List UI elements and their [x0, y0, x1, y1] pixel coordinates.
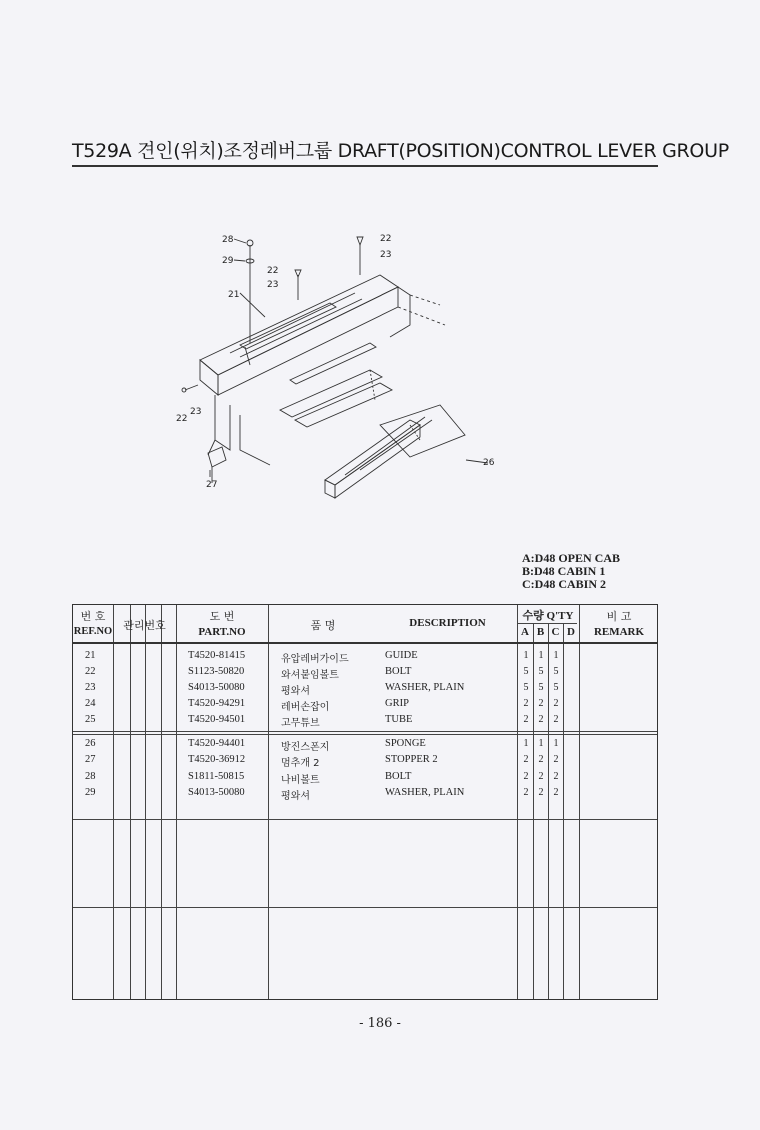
model-legend	[522, 552, 620, 591]
callout-27: 27	[206, 480, 218, 490]
row-name-ko: 와셔붙임볼트	[281, 670, 339, 681]
row-description: BOLT	[385, 771, 412, 782]
header-description: DESCRIPTION	[409, 617, 486, 629]
callout-23-right: 23	[380, 250, 392, 260]
row-part-no: S1123-50820	[188, 666, 245, 677]
row-part-no: T4520-94501	[188, 714, 246, 725]
row-part-no: S1811-50815	[188, 771, 245, 782]
callout-21: 21	[228, 290, 240, 300]
row-qty-c: 2	[553, 771, 559, 782]
row-part-no: T4520-94401	[188, 738, 246, 749]
row-part-no: T4520-36912	[188, 754, 246, 765]
row-description: TUBE	[385, 714, 413, 725]
row-qty-a: 1	[523, 738, 529, 749]
row-qty-a: 5	[523, 666, 529, 677]
row-name-ko: 평와셔	[281, 686, 310, 697]
row-ref: 29	[85, 787, 96, 798]
row-ref: 24	[85, 698, 96, 709]
row-part-no: T4520-94291	[188, 698, 246, 709]
callout-22-left: 22	[176, 414, 188, 424]
header-ref-ko: 번 호	[80, 610, 106, 623]
row-qty-c: 2	[553, 787, 559, 798]
row-name-ko: 멈추개 2	[281, 758, 320, 769]
parts-diagram	[170, 225, 510, 500]
callout-23-mid: 23	[267, 280, 279, 290]
row-qty-b: 2	[538, 698, 544, 709]
legend-b: B:D48 CABIN 1	[522, 564, 606, 578]
header-qty-c: C	[551, 626, 560, 638]
header-remark-en: REMARK	[593, 626, 645, 638]
row-qty-c: 1	[553, 738, 559, 749]
header-part-ko: 도 번	[209, 610, 235, 623]
row-part-no: T4520-81415	[188, 650, 246, 661]
callout-26: 26	[483, 458, 495, 468]
header-qty-b: B	[536, 626, 545, 638]
callout-22-mid: 22	[267, 266, 279, 276]
page-number: - 186 -	[359, 1016, 401, 1031]
row-part-no: S4013-50080	[188, 682, 245, 693]
row-qty-c: 2	[553, 754, 559, 765]
row-qty-a: 2	[523, 698, 529, 709]
header-mgmt-ko: 관리번호	[123, 619, 166, 632]
header-part-en: PART.NO	[198, 626, 246, 638]
callout-22-right: 22	[380, 234, 392, 244]
guide-front-face	[200, 360, 218, 395]
row-name-ko: 나비볼트	[281, 775, 320, 786]
header-ref-en: REF.NO	[73, 626, 113, 637]
row-qty-a: 2	[523, 787, 529, 798]
row-ref: 22	[85, 666, 96, 677]
row-name-ko: 고무튜브	[281, 718, 320, 729]
row-qty-c: 2	[553, 714, 559, 725]
legend-c: C:D48 CABIN 2	[522, 577, 606, 591]
row-description: STOPPER 2	[385, 754, 438, 765]
row-ref: 23	[85, 682, 96, 693]
row-ref: 26	[85, 738, 96, 749]
row-name-ko: 레버손잡이	[281, 702, 330, 713]
row-qty-b: 5	[538, 666, 544, 677]
row-qty-a: 2	[523, 771, 529, 782]
header-name-ko: 품 명	[310, 619, 336, 632]
callout-23-left: 23	[190, 407, 202, 417]
row-description: GUIDE	[385, 650, 418, 661]
row-qty-a: 2	[523, 754, 529, 765]
page-title: T529A 견인(위치)조정레버그룹 DRAFT(POSITION)CONTROL LEVER GROUP	[72, 140, 729, 162]
callout-29: 29	[222, 256, 234, 266]
row-description: GRIP	[385, 698, 409, 709]
row-name-ko: 방진스폰지	[281, 742, 330, 753]
header-qty-a: A	[521, 626, 529, 638]
row-ref: 27	[85, 754, 96, 765]
row-part-no: S4013-50080	[188, 787, 245, 798]
row-qty-b: 2	[538, 754, 544, 765]
callout-28: 28	[222, 235, 234, 245]
row-qty-b: 2	[538, 787, 544, 798]
row-description: SPONGE	[385, 738, 426, 749]
row-ref: 21	[85, 650, 96, 661]
row-qty-c: 2	[553, 698, 559, 709]
row-ref: 28	[85, 771, 96, 782]
title-underline	[72, 165, 658, 167]
header-qty-d: D	[567, 626, 575, 638]
row-name-ko: 평와셔	[281, 791, 310, 802]
row-qty-c: 5	[553, 666, 559, 677]
row-qty-b: 2	[538, 714, 544, 725]
parts-table	[72, 604, 658, 1000]
row-qty-b: 1	[538, 738, 544, 749]
row-description: BOLT	[385, 666, 412, 677]
row-description: WASHER, PLAIN	[385, 682, 465, 693]
row-qty-b: 5	[538, 682, 544, 693]
row-description: WASHER, PLAIN	[385, 787, 465, 798]
row-qty-a: 1	[523, 650, 529, 661]
row-qty-c: 1	[553, 650, 559, 661]
row-name-ko: 유압레버가이드	[281, 654, 349, 665]
row-qty-c: 5	[553, 682, 559, 693]
row-qty-a: 2	[523, 714, 529, 725]
row-qty-b: 2	[538, 771, 544, 782]
row-qty-a: 5	[523, 682, 529, 693]
header-qty: 수량 Q'TY	[522, 610, 574, 622]
row-ref: 25	[85, 714, 96, 725]
legend-a: A:D48 OPEN CAB	[522, 551, 620, 565]
row-qty-b: 1	[538, 650, 544, 661]
header-remark-ko: 비 고	[606, 610, 632, 623]
